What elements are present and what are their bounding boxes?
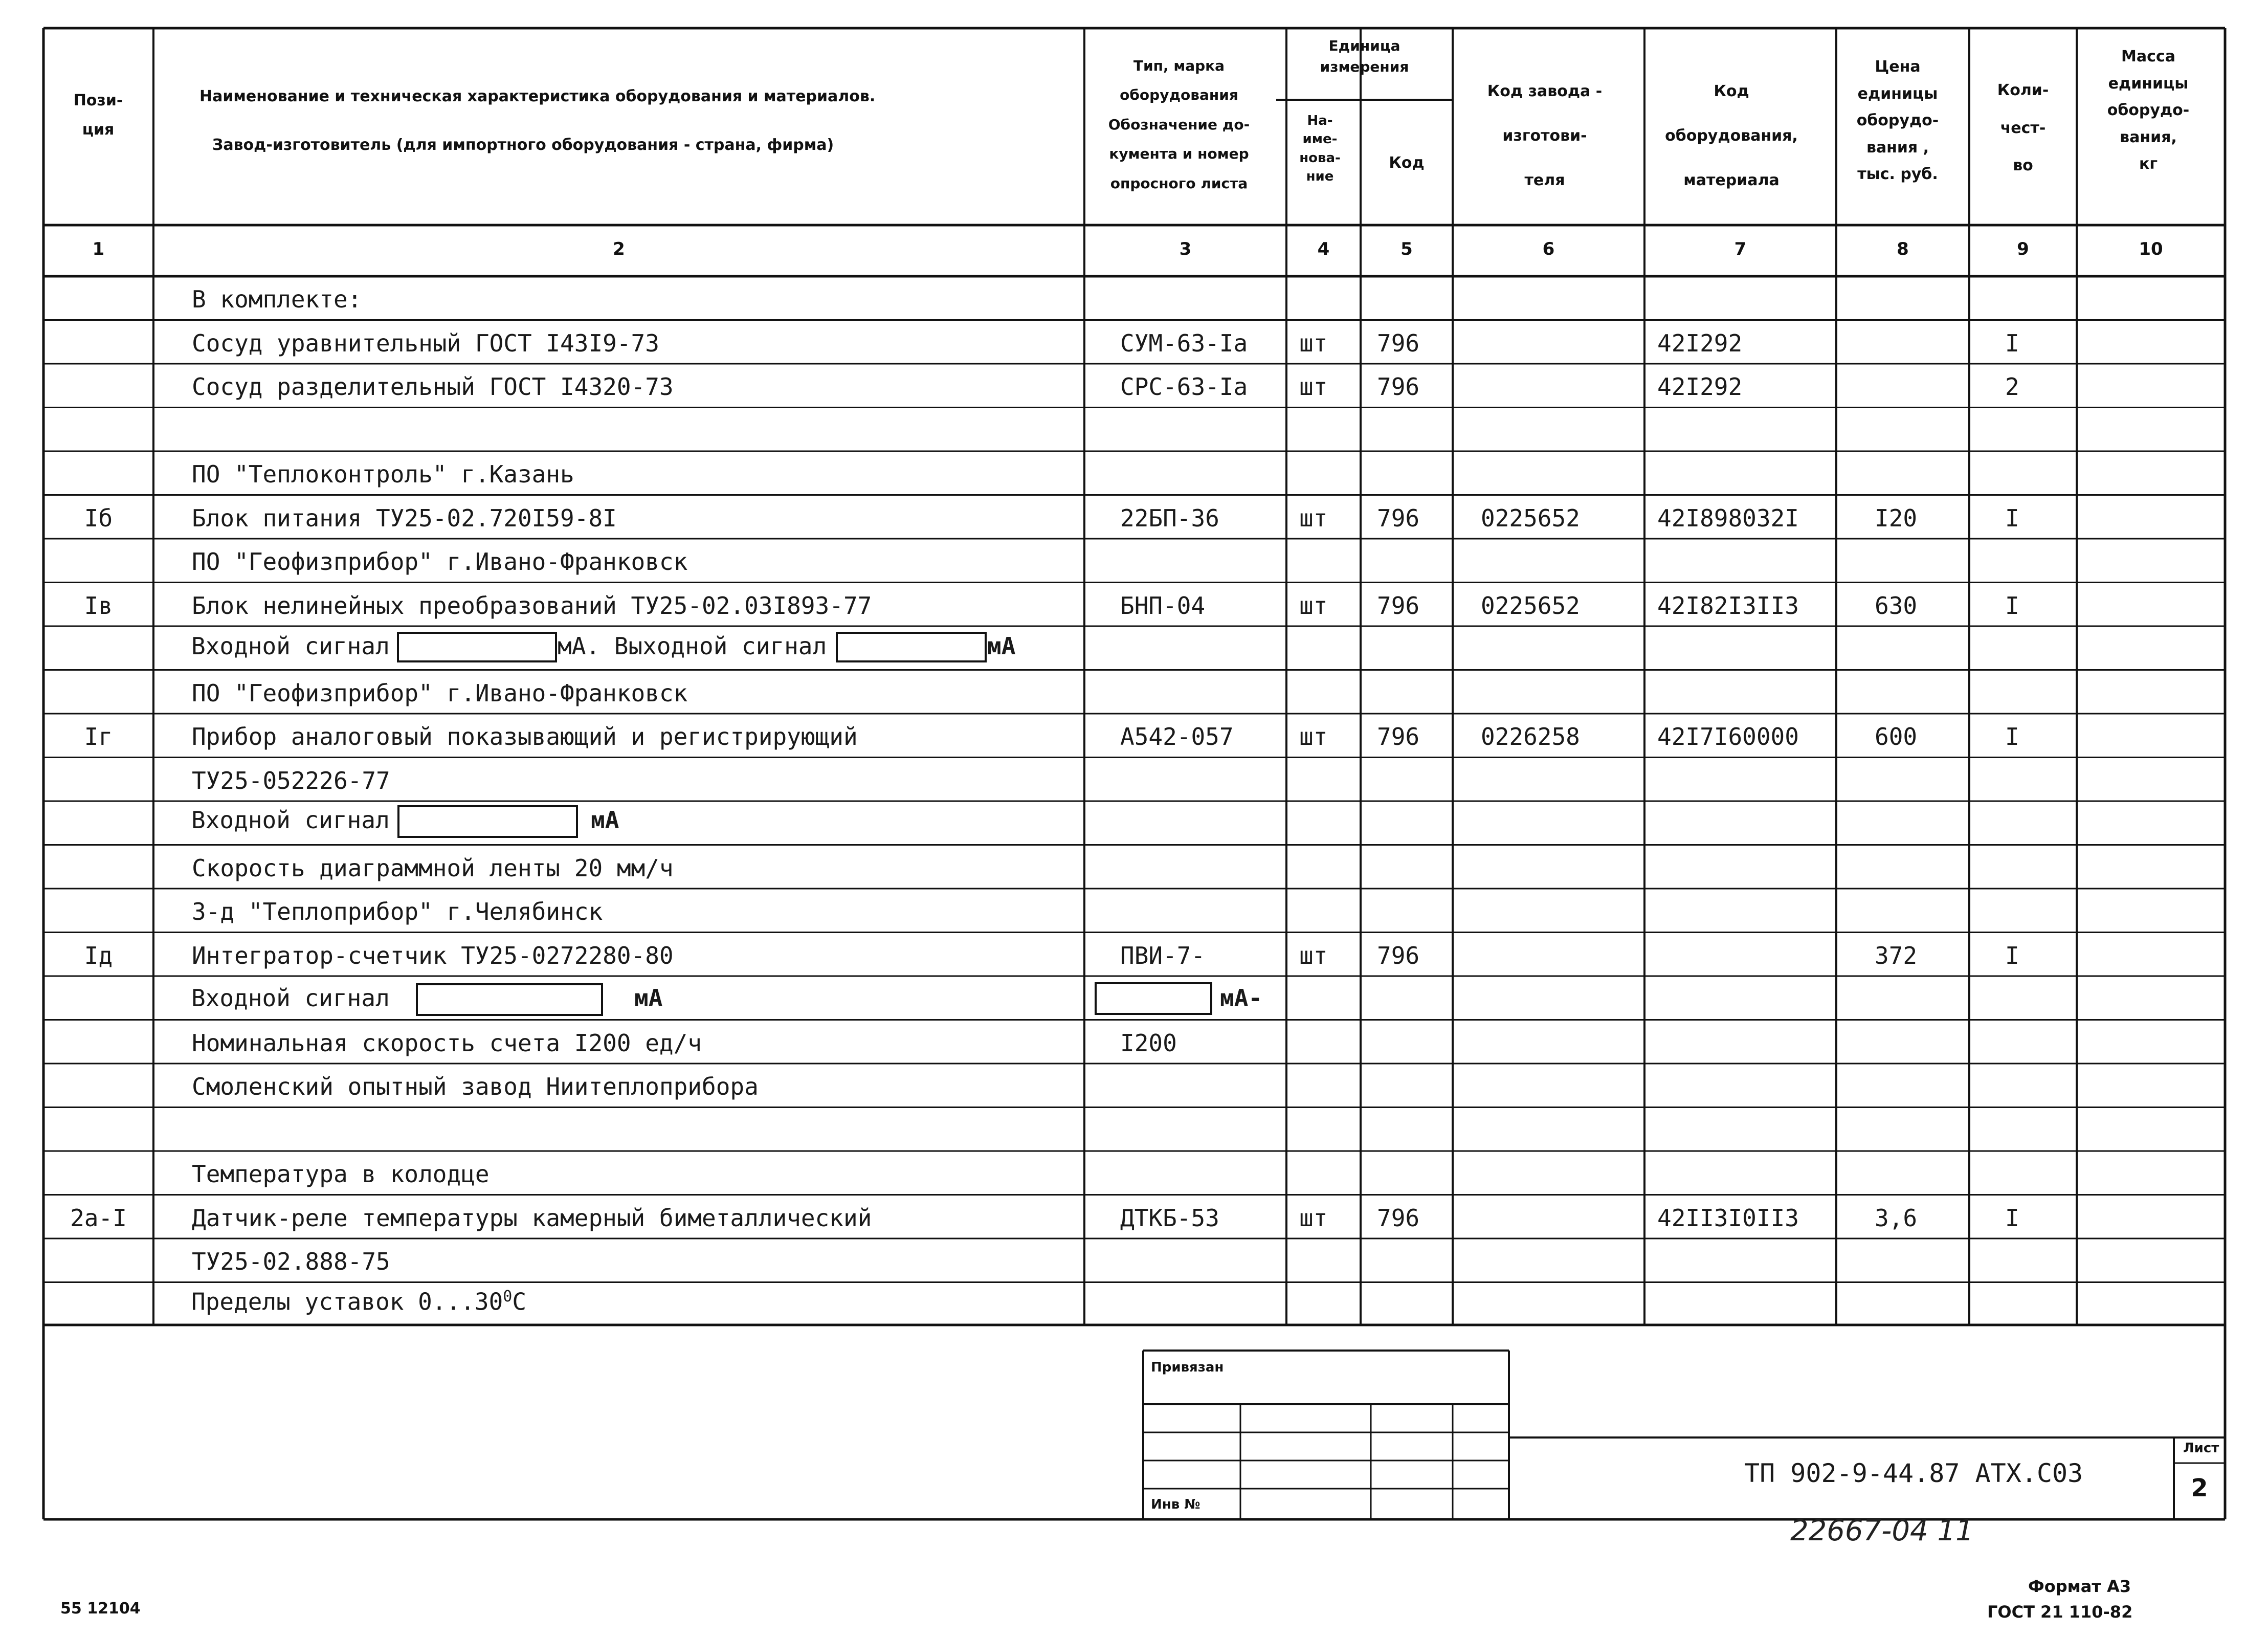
row-name: ПО "Геофизприбор" г.Ивано-Франковск <box>192 548 688 576</box>
column-number: 1 <box>92 239 105 259</box>
row-name: Блок нелинейных преобразований ТУ25-02.03I893-77 <box>192 591 872 620</box>
privyazan-label: Привязан <box>1151 1360 1224 1375</box>
row-type: А542-057 <box>1120 723 1234 750</box>
row-unit-code: 796 <box>1377 373 1420 401</box>
row-quantity: I <box>2005 723 2019 750</box>
column-number: 5 <box>1400 239 1413 259</box>
id-type-unit: мА- <box>1220 984 1263 1012</box>
row-type: СУМ-63-Iа <box>1120 329 1248 357</box>
header-unit-mass: Масса единицы оборудо- вания, кг <box>2107 48 2190 173</box>
row-mfr-code: 0225652 <box>1481 591 1580 620</box>
header-name-line1: Наименование и техническая характеристика оборудования и материалов. <box>199 87 876 105</box>
row-unit-code: 796 <box>1377 329 1420 357</box>
row-equipment-code: 42I898032I <box>1657 504 1799 532</box>
header-quantity: Коли- чест- во <box>1997 81 2049 174</box>
handwritten-inventory: 22667-04 11 <box>1790 1514 1974 1547</box>
row-price: 372 <box>1875 941 1918 969</box>
column-number: 10 <box>2139 239 2163 259</box>
iv-output-signal-label: мА. Выходной сигнал <box>558 632 827 660</box>
row-unit-code: 796 <box>1377 504 1420 532</box>
footer-format: Формат А3 <box>2028 1577 2131 1596</box>
row-name: Сосуд разделительный ГОСТ I4320-73 <box>192 373 674 401</box>
row-price: I20 <box>1875 504 1918 532</box>
row-unit-code: 796 <box>1377 591 1420 620</box>
row-equipment-code: 42I82I3II3 <box>1657 591 1799 620</box>
row-name: Блок питания ТУ25-02.720I59-8I <box>192 504 617 532</box>
row-name: Прибор аналоговый показывающий и регистрирующий <box>192 723 858 750</box>
row-unit-code: 796 <box>1377 723 1420 750</box>
sheet-label: Лист <box>2183 1441 2219 1456</box>
header-type: Тип, марка оборудования Обозначение до- кумента и номер опросного листа <box>1108 57 1250 192</box>
id-type-signal-box[interactable] <box>1095 982 1212 1015</box>
row-unit: шт <box>1299 504 1328 532</box>
row-name: Датчик-реле температуры камерный биметаллический <box>192 1204 872 1232</box>
column-number: 4 <box>1317 239 1330 259</box>
column-number: 6 <box>1542 239 1555 259</box>
row-position: Iб <box>84 504 113 532</box>
row-type: 22БП-36 <box>1120 504 1219 532</box>
row-unit: шт <box>1299 1204 1328 1232</box>
row-price: 600 <box>1875 723 1918 750</box>
row-type: СРС-63-Iа <box>1120 373 1248 401</box>
column-number: 7 <box>1734 239 1747 259</box>
row-equipment-code: 42I7I60000 <box>1657 723 1799 750</box>
row-type: ДТКБ-53 <box>1120 1204 1219 1232</box>
inventory-number-label: Инв № <box>1151 1497 1200 1512</box>
ig-input-signal-box[interactable] <box>397 805 578 838</box>
id-input-signal-box[interactable] <box>416 983 603 1016</box>
footer-gost: ГОСТ 21 110-82 <box>1987 1602 2133 1622</box>
row-equipment-code: 42I292 <box>1657 329 1743 357</box>
row-position: 2а-I <box>70 1204 127 1232</box>
row-equipment-code: 42I292 <box>1657 373 1743 401</box>
iv-input-signal-box[interactable] <box>397 632 557 662</box>
row-quantity: I <box>2005 941 2019 969</box>
row-name: Сосуд уравнительный ГОСТ I43I9-73 <box>192 329 659 357</box>
row-type: I200 <box>1120 1029 1177 1057</box>
ig-input-unit: мА <box>591 806 619 834</box>
column-number: 3 <box>1179 239 1192 259</box>
row-mfr-code: 0226258 <box>1481 723 1580 750</box>
iv-output-unit: мА <box>987 632 1016 660</box>
row-unit: шт <box>1299 373 1328 401</box>
row-mfr-code: 0225652 <box>1481 504 1580 532</box>
row-unit: шт <box>1299 591 1328 620</box>
column-number: 8 <box>1897 239 1909 259</box>
row-unit: шт <box>1299 723 1328 750</box>
row-name: Температура в колодце <box>192 1160 490 1188</box>
header-mfr-code: Код завода - изготови- теля <box>1487 82 1603 189</box>
sheet-number: 2 <box>2191 1474 2208 1502</box>
id-input-signal-label: Входной сигнал <box>191 984 390 1012</box>
row-name: З-д "Теплоприбор" г.Челябинск <box>192 898 603 925</box>
column-number: 9 <box>2017 239 2029 259</box>
row-position: Iг <box>84 723 113 750</box>
row-type: ПВИ-7- <box>1120 941 1206 969</box>
document-code: ТП 902-9-44.87 АТХ.С03 <box>1744 1458 2083 1488</box>
row-quantity: I <box>2005 1204 2019 1232</box>
footer-left-code: 55 12104 <box>60 1600 141 1618</box>
row-quantity: I <box>2005 591 2019 620</box>
row-quantity: I <box>2005 504 2019 532</box>
row-position: Iв <box>84 591 113 620</box>
iv-input-signal-label: Входной сигнал <box>191 632 390 660</box>
row-name: ПО "Теплоконтроль" г.Казань <box>192 460 574 488</box>
row-unit: шт <box>1299 941 1328 969</box>
row-name: Интегратор-счетчик ТУ25-0272280-80 <box>192 941 674 969</box>
row-type: БНП-04 <box>1120 591 1206 620</box>
row-quantity: I <box>2005 329 2019 357</box>
ig-input-signal-label: Входной сигнал <box>191 806 390 834</box>
header-position: Пози- ция <box>73 92 123 139</box>
row-quantity: 2 <box>2005 373 2019 401</box>
row-name: Скорость диаграммной ленты 20 мм/ч <box>192 854 674 882</box>
row-name: В комплекте: <box>192 285 362 313</box>
row-equipment-code: 42II3I0II3 <box>1657 1204 1799 1232</box>
header-unit-code: Код <box>1389 154 1425 172</box>
row-name: Номинальная скорость счета I200 ед/ч <box>192 1029 702 1057</box>
row-unit: шт <box>1299 329 1328 357</box>
header-unit-price: Цена единицы оборудо- вания , тыс. руб. <box>1856 58 1939 183</box>
header-equipment-code: Код оборудования, материала <box>1665 82 1798 189</box>
row-unit-code: 796 <box>1377 941 1420 969</box>
row-name: ТУ25-02.888-75 <box>192 1248 390 1275</box>
row-name: ПО "Геофизприбор" г.Ивано-Франковск <box>192 679 688 707</box>
row-unit-code: 796 <box>1377 1204 1420 1232</box>
row-price: 3,6 <box>1875 1204 1918 1232</box>
header-name-line2: Завод-изготовитель (для импортного оборудования - страна, фирма) <box>212 136 834 154</box>
id-input-unit: мА <box>634 984 663 1012</box>
temp-setpoint-label: Пределы уставок 0...30$^0$С <box>191 1288 527 1316</box>
header-unit-name: На- име- нова- ние <box>1299 113 1341 185</box>
row-name: ТУ25-052226-77 <box>192 766 390 794</box>
row-price: 630 <box>1875 591 1918 620</box>
row-name: Смоленский опытный завод Ниитеплоприбора <box>192 1073 759 1100</box>
column-number: 2 <box>613 239 625 259</box>
header-unit-group: Единица измерения <box>1320 37 1409 75</box>
row-position: Iд <box>84 941 113 969</box>
iv-output-signal-box[interactable] <box>836 632 987 662</box>
